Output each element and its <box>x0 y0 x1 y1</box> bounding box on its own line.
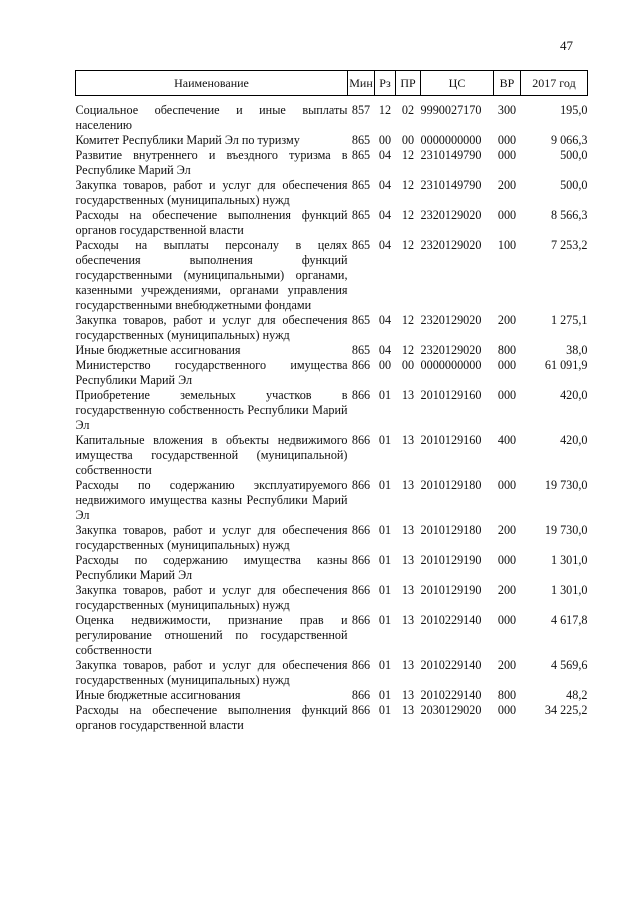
table-row <box>76 313 588 343</box>
row-amount: 420,0 <box>560 433 588 447</box>
row-amount: 4 569,6 <box>550 658 588 672</box>
table-row <box>76 148 588 178</box>
row-rz: 01 <box>378 613 392 627</box>
row-pr: 12 <box>401 208 415 222</box>
row-amount: 195,0 <box>560 103 588 117</box>
row-rz: 01 <box>378 388 392 402</box>
table-row <box>76 523 588 553</box>
header-cs: ЦС <box>421 71 494 96</box>
row-amount: 500,0 <box>560 148 588 162</box>
header-vr: ВР <box>494 71 521 96</box>
row-rz: 04 <box>378 313 392 327</box>
row-cs: 2010129160 <box>420 433 482 447</box>
table-row <box>76 178 588 208</box>
row-name: Социальное обеспечение и иные выплаты населению <box>75 103 348 132</box>
row-vr: 200 <box>497 658 517 672</box>
row-vr: 800 <box>497 343 517 357</box>
row-vr: 000 <box>497 703 517 717</box>
table-row <box>76 358 588 388</box>
row-vr: 000 <box>497 133 517 147</box>
table-row <box>76 553 588 583</box>
row-name: Иные бюджетные ассигнования <box>75 343 241 357</box>
row-amount: 19 730,0 <box>544 478 588 492</box>
row-cs: 2320129020 <box>420 313 482 327</box>
row-name: Расходы на обеспечение выполнения функций органов государственной власти <box>75 703 348 732</box>
row-pr: 12 <box>401 343 415 357</box>
row-amount: 420,0 <box>560 388 588 402</box>
row-name: Расходы на выплаты персоналу в целях обеспечения выполнения функций государственными (муниципальными) органами, казенными учреждениями, органами управления государственными внебюджетными фондами <box>75 238 348 312</box>
row-pr: 13 <box>401 613 415 627</box>
row-pr: 12 <box>401 313 415 327</box>
row-rz: 04 <box>378 343 392 357</box>
row-pr: 13 <box>401 553 415 567</box>
table-row <box>76 208 588 238</box>
row-amount: 1 301,0 <box>550 583 588 597</box>
row-vr: 000 <box>497 388 517 402</box>
row-amount: 9 066,3 <box>550 133 588 147</box>
row-amount: 38,0 <box>566 343 588 357</box>
row-pr: 13 <box>401 688 415 702</box>
row-vr: 000 <box>497 478 517 492</box>
row-name: Расходы на обеспечение выполнения функций органов государственной власти <box>75 208 348 237</box>
table-row <box>76 238 588 313</box>
row-pr: 12 <box>401 148 415 162</box>
row-vr: 000 <box>497 358 517 372</box>
table-row <box>76 703 588 733</box>
header-name: Наименование <box>76 71 348 96</box>
row-rz: 01 <box>378 688 392 702</box>
row-rz: 01 <box>378 523 392 537</box>
row-cs: 9990027170 <box>420 103 482 117</box>
row-rz: 01 <box>378 553 392 567</box>
row-min: 865 <box>351 178 371 192</box>
row-min: 866 <box>351 583 371 597</box>
row-vr: 000 <box>497 553 517 567</box>
row-min: 866 <box>351 388 371 402</box>
row-vr: 200 <box>497 583 517 597</box>
row-rz: 01 <box>378 703 392 717</box>
row-pr: 13 <box>401 433 415 447</box>
row-pr: 13 <box>401 478 415 492</box>
row-vr: 200 <box>497 523 517 537</box>
row-amount: 48,2 <box>566 688 588 702</box>
row-min: 857 <box>351 103 371 117</box>
table-row <box>76 133 588 148</box>
row-min: 866 <box>351 358 371 372</box>
row-cs: 2010229140 <box>420 658 482 672</box>
row-rz: 00 <box>378 133 392 147</box>
header-year: 2017 год <box>521 71 588 96</box>
header-pr: ПР <box>396 71 421 96</box>
row-cs: 2320129020 <box>420 208 482 222</box>
row-pr: 13 <box>401 523 415 537</box>
row-name: Расходы по содержанию эксплуатируемого недвижимого имущества казны Республики Марий Эл <box>75 478 348 522</box>
row-vr: 000 <box>497 208 517 222</box>
row-amount: 1 301,0 <box>550 553 588 567</box>
row-rz: 12 <box>378 103 392 117</box>
row-rz: 01 <box>378 583 392 597</box>
row-vr: 800 <box>497 688 517 702</box>
row-min: 865 <box>351 313 371 327</box>
row-rz: 01 <box>378 658 392 672</box>
row-amount: 34 225,2 <box>544 703 588 717</box>
row-name: Иные бюджетные ассигнования <box>75 688 241 702</box>
table-row <box>76 433 588 478</box>
table-body <box>76 96 588 734</box>
row-name: Приобретение земельных участков в государственную собственность Республики Марий Эл <box>75 388 348 432</box>
row-name: Министерство государственного имущества Республики Марий Эл <box>75 358 348 387</box>
table-row <box>76 688 588 703</box>
row-rz: 04 <box>378 208 392 222</box>
table-row <box>76 478 588 523</box>
row-cs: 2010129190 <box>420 553 482 567</box>
row-rz: 04 <box>378 148 392 162</box>
row-rz: 04 <box>378 238 392 252</box>
row-pr: 12 <box>401 238 415 252</box>
row-pr: 02 <box>401 103 415 117</box>
row-cs: 2010229140 <box>420 688 482 702</box>
row-amount: 500,0 <box>560 178 588 192</box>
header-rz: Рз <box>375 71 396 96</box>
table-row <box>76 583 588 613</box>
row-amount: 1 275,1 <box>550 313 588 327</box>
row-vr: 300 <box>497 103 517 117</box>
row-amount: 8 566,3 <box>550 208 588 222</box>
row-amount: 4 617,8 <box>550 613 588 627</box>
row-cs: 2320129020 <box>420 238 482 252</box>
row-amount: 19 730,0 <box>544 523 588 537</box>
row-vr: 200 <box>497 313 517 327</box>
row-min: 866 <box>351 478 371 492</box>
row-min: 866 <box>351 553 371 567</box>
row-min: 865 <box>351 238 371 252</box>
row-rz: 01 <box>378 478 392 492</box>
row-pr: 13 <box>401 658 415 672</box>
row-rz: 04 <box>378 178 392 192</box>
row-vr: 000 <box>497 613 517 627</box>
table-row <box>76 613 588 658</box>
row-cs: 2310149790 <box>420 178 482 192</box>
row-name: Развитие внутреннего и въездного туризма в Республике Марий Эл <box>75 148 348 177</box>
row-cs: 2030129020 <box>420 703 482 717</box>
row-min: 865 <box>351 148 371 162</box>
row-pr: 00 <box>401 358 415 372</box>
row-cs: 0000000000 <box>420 358 482 372</box>
row-min: 865 <box>351 133 371 147</box>
row-cs: 0000000000 <box>420 133 482 147</box>
page-number: 47 <box>560 38 573 53</box>
row-min: 866 <box>351 658 371 672</box>
row-name: Закупка товаров, работ и услуг для обеспечения государственных (муниципальных) нужд <box>75 583 348 612</box>
row-name: Расходы по содержанию имущества казны Республики Марий Эл <box>75 553 348 582</box>
row-min: 866 <box>351 703 371 717</box>
row-amount: 61 091,9 <box>544 358 588 372</box>
row-amount: 7 253,2 <box>550 238 588 252</box>
row-vr: 400 <box>497 433 517 447</box>
row-min: 865 <box>351 343 371 357</box>
table-header-row <box>76 71 588 96</box>
row-min: 866 <box>351 613 371 627</box>
row-cs: 2010129180 <box>420 523 482 537</box>
row-pr: 12 <box>401 178 415 192</box>
row-name: Оценка недвижимости, признание прав и регулирование отношений по государственной собственности <box>75 613 348 657</box>
table-row <box>76 658 588 688</box>
row-name: Закупка товаров, работ и услуг для обеспечения государственных (муниципальных) нужд <box>75 523 348 552</box>
row-name: Закупка товаров, работ и услуг для обеспечения государственных (муниципальных) нужд <box>75 178 348 207</box>
row-pr: 13 <box>401 388 415 402</box>
row-name: Капитальные вложения в объекты недвижимого имущества государственной (муниципальной) собственности <box>75 433 348 477</box>
row-cs: 2010129190 <box>420 583 482 597</box>
row-vr: 200 <box>497 178 517 192</box>
row-pr: 13 <box>401 703 415 717</box>
header-min: Мин <box>348 71 375 96</box>
row-cs: 2320129020 <box>420 343 482 357</box>
row-rz: 00 <box>378 358 392 372</box>
row-cs: 2010129160 <box>420 388 482 402</box>
row-cs: 2010229140 <box>420 613 482 627</box>
row-pr: 00 <box>401 133 415 147</box>
row-min: 865 <box>351 208 371 222</box>
row-rz: 01 <box>378 433 392 447</box>
row-pr: 13 <box>401 583 415 597</box>
row-name: Закупка товаров, работ и услуг для обеспечения государственных (муниципальных) нужд <box>75 313 348 342</box>
table-row <box>76 96 588 134</box>
row-vr: 000 <box>497 148 517 162</box>
row-min: 866 <box>351 523 371 537</box>
table-row <box>76 343 588 358</box>
row-min: 866 <box>351 433 371 447</box>
row-cs: 2310149790 <box>420 148 482 162</box>
row-name: Комитет Республики Марий Эл по туризму <box>75 133 300 147</box>
budget-table <box>75 70 588 733</box>
row-cs: 2010129180 <box>420 478 482 492</box>
row-vr: 100 <box>497 238 517 252</box>
table-row <box>76 388 588 433</box>
row-min: 866 <box>351 688 371 702</box>
row-name: Закупка товаров, работ и услуг для обеспечения государственных (муниципальных) нужд <box>75 658 348 687</box>
